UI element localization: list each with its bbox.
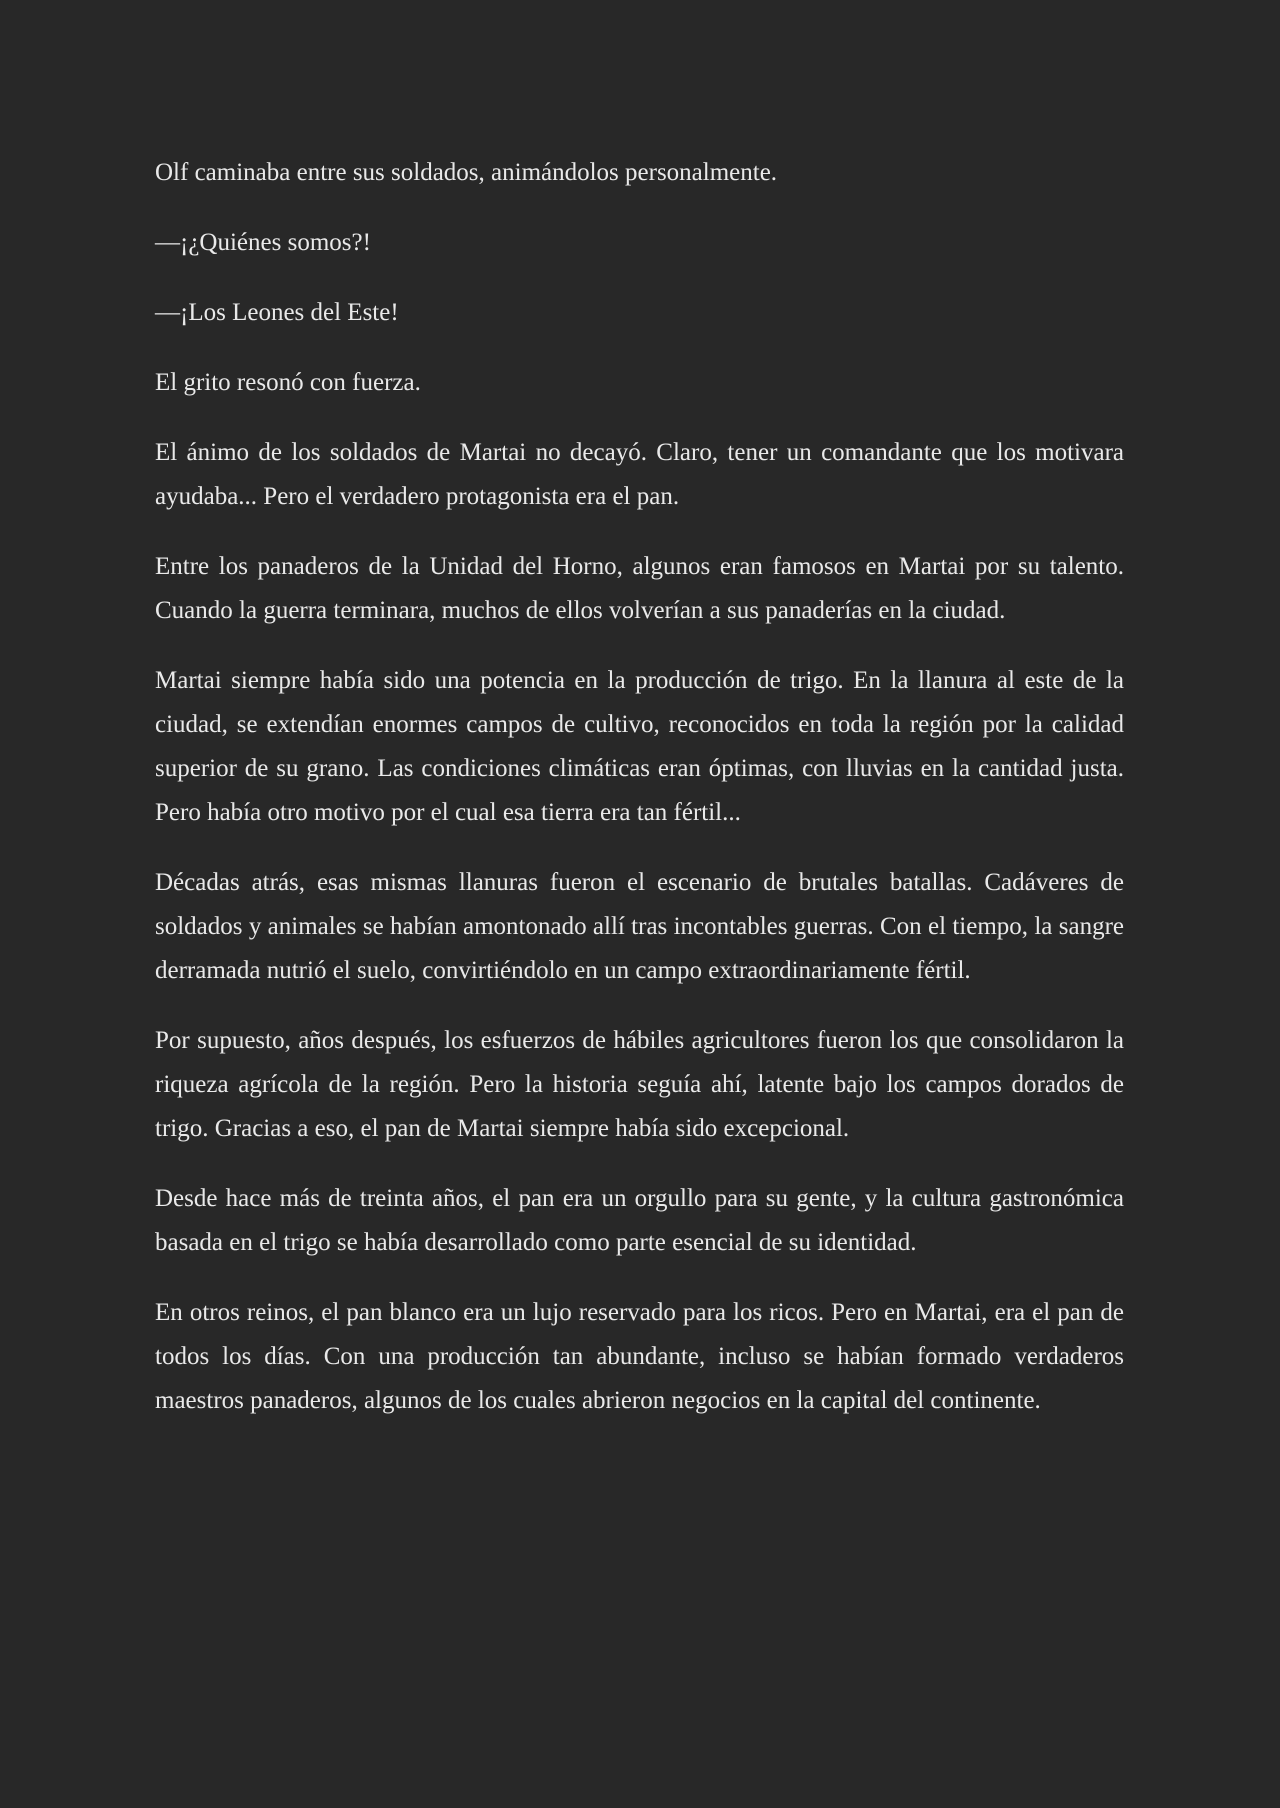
paragraph: Olf caminaba entre sus soldados, animándolos personalmente.	[155, 159, 778, 186]
paragraph: Desde hace más de treinta años, el pan era un orgullo para su gente, y la cultura gastronómica basada en el trigo se había desarrollado como parte esencial de su identidad.	[155, 1185, 1124, 1256]
paragraph: Martai siempre había sido una potencia en la producción de trigo. En la llanura al este de la ciudad, se extendían enormes campos de cultivo, reconocidos en toda la región por la calidad superior de su grano. Las condiciones climáticas eran óptimas, con lluvias en la cantidad justa. Pero había otro motivo por el cual esa tierra era tan fértil...	[155, 667, 1124, 826]
paragraph: En otros reinos, el pan blanco era un lujo reservado para los ricos. Pero en Martai, era el pan de todos los días. Con una producción tan abundante, incluso se habían formado verdaderos maestros panaderos, algunos de los cuales abrieron negocios en la capital del continente.	[155, 1299, 1124, 1414]
paragraph: El grito resonó con fuerza.	[155, 369, 421, 396]
paragraph: Por supuesto, años después, los esfuerzos de hábiles agricultores fueron los que consolidaron la riqueza agrícola de la región. Pero la historia seguía ahí, latente bajo los campos dorados de trigo. Gracias a eso, el pan de Martai siempre había sido excepcional.	[155, 1027, 1124, 1142]
dialogue-line: —¡¿Quiénes somos?!	[155, 229, 371, 256]
paragraph: El ánimo de los soldados de Martai no decayó. Claro, tener un comandante que los motivara ayudaba... Pero el verdadero protagonista era el pan.	[155, 439, 1124, 510]
text-column	[155, 151, 1124, 1449]
paragraph: Entre los panaderos de la Unidad del Horno, algunos eran famosos en Martai por su talento. Cuando la guerra terminara, muchos de ellos volverían a sus panaderías en la ciudad.	[155, 553, 1124, 624]
dialogue-line: —¡Los Leones del Este!	[155, 299, 399, 326]
paragraph: Décadas atrás, esas mismas llanuras fueron el escenario de brutales batallas. Cadáveres de soldados y animales se habían amontonado allí tras incontables guerras. Con el tiempo, la sangre derramada nutrió el suelo, convirtiéndolo en un campo extraordinariamente fértil.	[155, 869, 1124, 984]
